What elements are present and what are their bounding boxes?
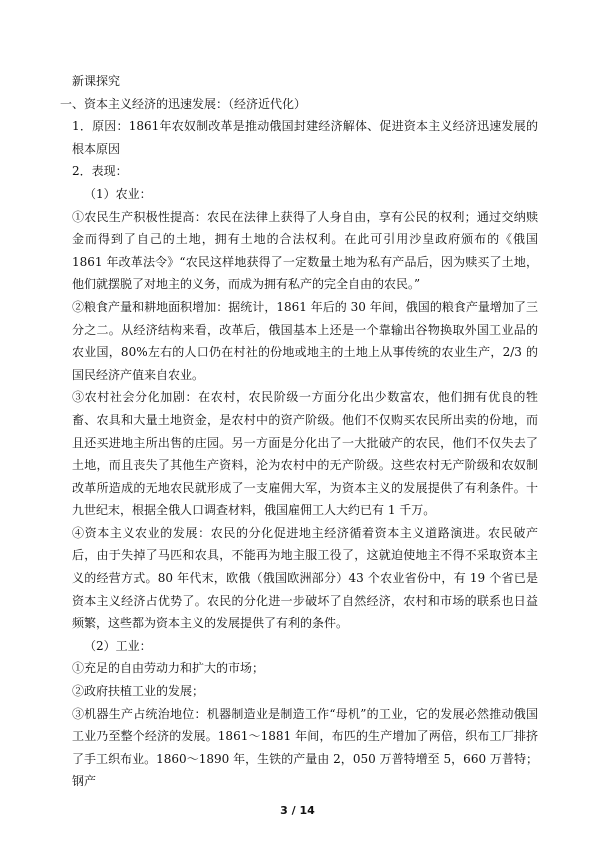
heading-economic-development: 一、资本主义经济的迅速发展：（经济近代化） — [60, 96, 307, 111]
paragraph-agriculture-3: ③农村社会分化加剧：在农村，农民阶级一方面分化出少数富农，他们拥有优良的牲畜、农具和大量土地资金，是农村中的资产阶级。他们不仅购买农民所出卖的份地，而且还买进地主所出售的庄园。另一方面是分化出了一大批破产的农民，他们不仅失去了土地，而且丧失了其他生产资料，沦为农村中的无产阶级。这些农村无产阶级和农奴制改革所造成的无地农民就形成了一支雇佣大军，为资本主义的发展提供了有利条件。十九世纪末，根据全俄人口调查材料，俄国雇佣工人大约已有 1 千万。 — [72, 390, 538, 518]
paragraph-cause: 1．原因：1861年农奴制改革是推动俄国封建经济解体、促进资本主义经济迅速发展的根本原因 — [72, 119, 538, 156]
section-label: 新课探究 — [72, 74, 121, 88]
paragraph-industry-3: ③机器生产占统治地位：机器制造业是制造工作“母机”的工业，它的发展必然推动俄国工业乃至整个经济的发展。1861～1881 年间，布匹的生产增加了两倍，织布工厂排挤了手工织布业。1860～1890 年，生铁的产量由 2，050 万普特增至 5，660 万普特；钢产 — [72, 706, 538, 789]
page-number: 3 / 14 — [280, 804, 315, 817]
paragraph-agriculture-2: ②粮食产量和耕地面积增加：据统计，1861 年后的 30 年间，俄国的粮食产量增加了三分之二。从经济结构来看，改革后，俄国基本上还是一个靠输出谷物换取外国工业品的农业国，80%左右的人口仍在村社的份地或地主的土地上从事传统的农业生产，2/3 的国民经济产值来自农业。 — [72, 299, 538, 382]
paragraph-agriculture-4: ④资本主义农业的发展：农民的分化促进地主经济循着资本主义道路演进。农民破产后，由于失掉了马匹和农具，不能再为地主服工役了，这就迫使地主不得不采取资本主义的经营方式。80 年代末，欧俄（俄国欧洲部分）43 个农业省份中，有 19 个省已是资本主义经济占优势了。农民的分化进一步破坏了自然经济，农村和市场的联系也日益频繁，这些都为资本主义的发展提供了有利的条件。 — [72, 525, 538, 631]
subheading-industry: （2）工业： — [84, 638, 152, 653]
subheading-agriculture: （1）农业： — [84, 186, 152, 201]
paragraph-manifestation: 2．表现： — [72, 164, 128, 179]
paragraph-industry-2: ②政府扶植工业的发展； — [72, 684, 205, 699]
page-body — [60, 70, 538, 793]
paragraph-industry-1: ①充足的自由劳动力和扩大的市场； — [72, 661, 265, 676]
paragraph-agriculture-1: ①农民生产积极性提高：农民在法律上获得了人身自由，享有公民的权利；通过交纳赎金而得到了自己的土地，拥有土地的合法权利。在此可引用沙皇政府颁布的《俄国 1861 年改革法令》“农民这样地获得了一定数量土地为私有产品后，因为赎买了土地，他们就摆脱了对地主的义务，而成为拥有私产的完全自由的农民。” — [72, 209, 538, 292]
